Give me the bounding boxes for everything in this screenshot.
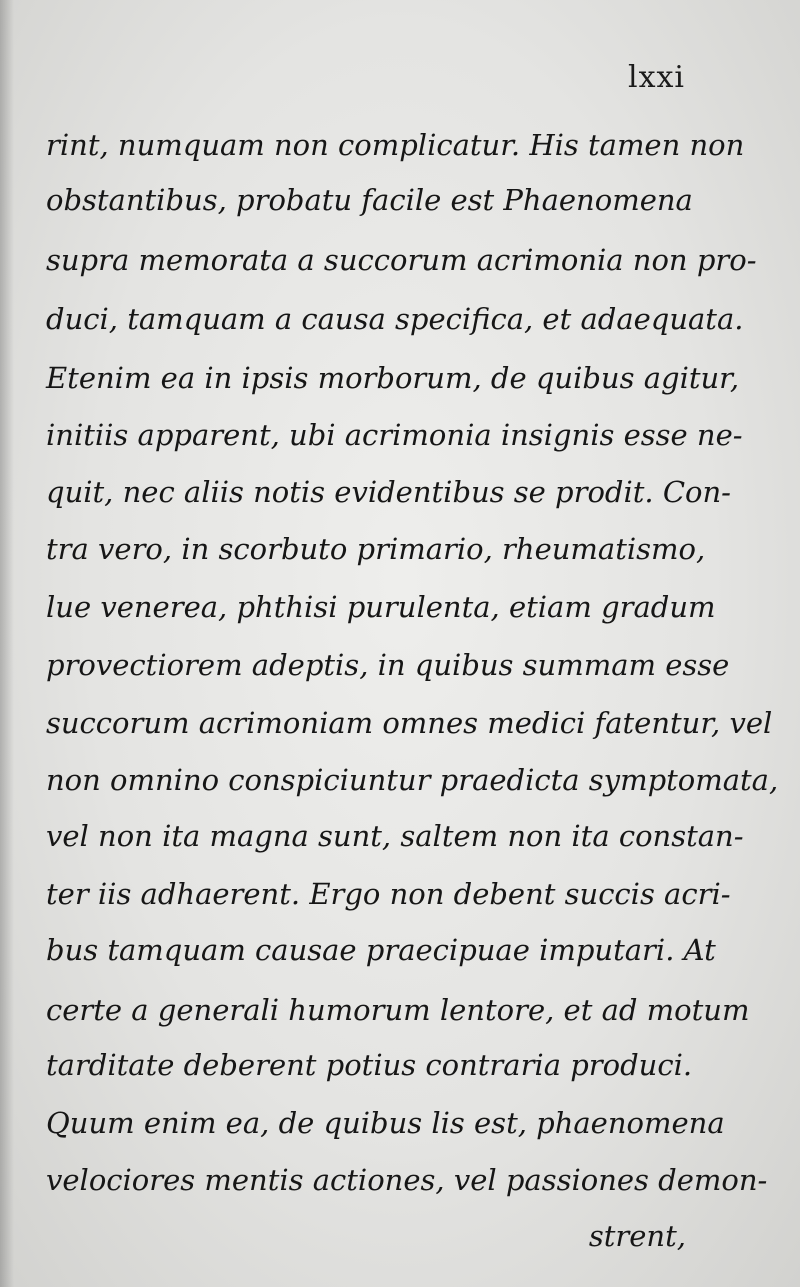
text-line: tra vero, in scorbuto primario, rheumatismo, — [46, 532, 706, 566]
text-line: Etenim ea in ipsis morborum, de quibus agitur, — [46, 361, 740, 395]
text-line: vel non ita magna sunt, saltem non ita constan- — [46, 819, 744, 853]
page-number: lxxi — [628, 60, 686, 95]
text-line: ter iis adhaerent. Ergo non debent succis acri- — [46, 877, 731, 911]
text-line: succorum acrimoniam omnes medici fatentur, vel — [46, 706, 773, 740]
text-line: rint, numquam non complicatur. His tamen non — [46, 128, 745, 162]
text-line: quit, nec aliis notis evidentibus se prodit. Con- — [46, 475, 731, 509]
text-line: certe a generali humorum lentore, et ad motum — [46, 993, 750, 1027]
text-line: lue venerea, phthisi purulenta, etiam gradum — [46, 590, 716, 624]
text-line: duci, tamquam a causa specifica, et adaequata. — [46, 302, 744, 336]
text-line: non omnino conspiciuntur praedicta symptomata, — [46, 763, 779, 797]
text-line: initiis apparent, ubi acrimonia insignis esse ne- — [46, 418, 743, 452]
text-line: Quum enim ea, de quibus lis est, phaenomena — [46, 1106, 725, 1140]
text-line: velociores mentis actiones, vel passiones demon- — [46, 1163, 768, 1197]
text-line: provectiorem adeptis, in quibus summam esse — [46, 648, 730, 682]
text-line: obstantibus, probatu facile est Phaenomena — [46, 183, 693, 217]
text-line: supra memorata a succorum acrimonia non pro- — [46, 243, 757, 277]
page-edge-shadow — [0, 0, 14, 1287]
text-line: tarditate deberent potius contraria produci. — [46, 1048, 693, 1082]
text-line: bus tamquam causae praecipuae imputari. At — [46, 933, 716, 967]
text-line: strent, — [588, 1219, 686, 1253]
